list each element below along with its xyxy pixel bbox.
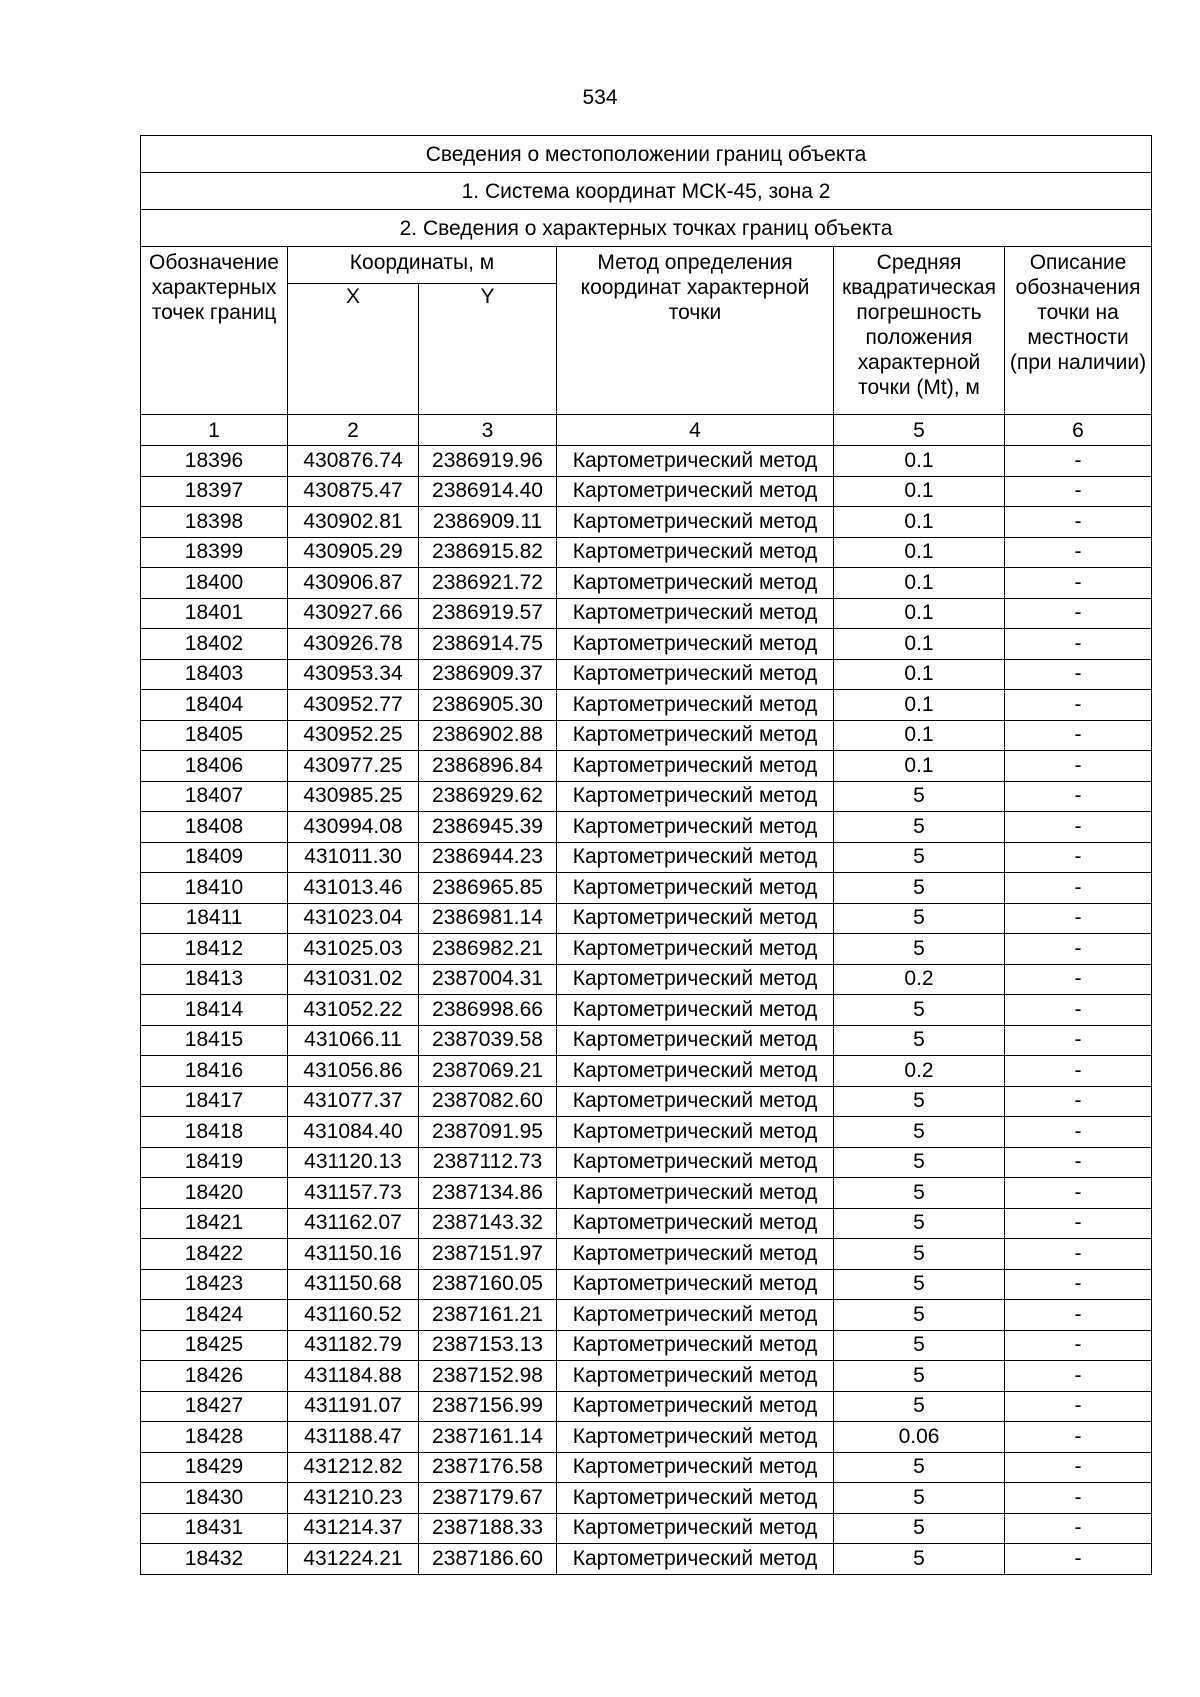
table-row: [141, 1147, 1152, 1178]
method: Картометрический метод: [557, 1544, 834, 1575]
point-designation: 18429: [141, 1452, 288, 1483]
points-section-heading: 2. Сведения о характерных точках границ объекта: [141, 210, 1152, 247]
table-row: [141, 964, 1152, 995]
mean-error: 5: [834, 1178, 1005, 1209]
coord-x: 431077.37: [288, 1086, 419, 1117]
header-row-1: [141, 247, 1152, 284]
coord-x: 431031.02: [288, 964, 419, 995]
point-designation: 18430: [141, 1483, 288, 1514]
method: Картометрический метод: [557, 1086, 834, 1117]
point-designation: 18414: [141, 995, 288, 1026]
method: Картометрический метод: [557, 964, 834, 995]
point-designation: 18412: [141, 934, 288, 965]
page-number: 534: [582, 86, 618, 109]
method: Картометрический метод: [557, 1483, 834, 1514]
coord-x: 431056.86: [288, 1056, 419, 1087]
description: -: [1005, 1391, 1152, 1422]
description: -: [1005, 812, 1152, 843]
coord-y: 2387082.60: [419, 1086, 557, 1117]
point-designation: 18401: [141, 598, 288, 629]
method: Картометрический метод: [557, 1147, 834, 1178]
method: Картометрический метод: [557, 1300, 834, 1331]
table-row: [141, 1483, 1152, 1514]
coord-y: 2387112.73: [419, 1147, 557, 1178]
mean-error: 5: [834, 1117, 1005, 1148]
coord-x: 430977.25: [288, 751, 419, 782]
method: Картометрический метод: [557, 1452, 834, 1483]
method: Картометрический метод: [557, 476, 834, 507]
coord-x: 431184.88: [288, 1361, 419, 1392]
description: -: [1005, 1208, 1152, 1239]
method: Картометрический метод: [557, 1117, 834, 1148]
header-error: Средняя квадратическая погрешность положения характерной точки (Mt), м: [834, 247, 1005, 415]
mean-error: 5: [834, 1483, 1005, 1514]
mean-error: 0.1: [834, 720, 1005, 751]
description: -: [1005, 1361, 1152, 1392]
mean-error: 0.2: [834, 1056, 1005, 1087]
header-description: Описание обозначения точки на местности (при наличии): [1005, 247, 1152, 415]
coord-x: 430953.34: [288, 659, 419, 690]
coord-y: 2387091.95: [419, 1117, 557, 1148]
method: Картометрический метод: [557, 1361, 834, 1392]
table-row: [141, 507, 1152, 538]
point-designation: 18413: [141, 964, 288, 995]
coordinate-system-heading: 1. Система координат МСК-45, зона 2: [141, 173, 1152, 210]
table-row: [141, 1361, 1152, 1392]
method: Картометрический метод: [557, 1513, 834, 1544]
coord-x: 430994.08: [288, 812, 419, 843]
table-row: [141, 1117, 1152, 1148]
point-designation: 18422: [141, 1239, 288, 1270]
description: -: [1005, 751, 1152, 782]
point-designation: 18417: [141, 1086, 288, 1117]
description: -: [1005, 1117, 1152, 1148]
coord-y: 2386944.23: [419, 842, 557, 873]
method: Картометрический метод: [557, 598, 834, 629]
mean-error: 0.1: [834, 507, 1005, 538]
description: -: [1005, 1483, 1152, 1514]
mean-error: 5: [834, 1513, 1005, 1544]
mean-error: 0.1: [834, 690, 1005, 721]
table-row: [141, 1391, 1152, 1422]
mean-error: 5: [834, 1269, 1005, 1300]
description: -: [1005, 873, 1152, 904]
coord-x: 430906.87: [288, 568, 419, 599]
point-designation: 18403: [141, 659, 288, 690]
column-number: 5: [834, 415, 1005, 446]
point-designation: 18425: [141, 1330, 288, 1361]
coord-x: 431150.68: [288, 1269, 419, 1300]
table-row: [141, 720, 1152, 751]
mean-error: 5: [834, 1147, 1005, 1178]
section1-row: [141, 173, 1152, 210]
coord-x: 431224.21: [288, 1544, 419, 1575]
table-title-row: [141, 136, 1152, 173]
mean-error: 0.1: [834, 568, 1005, 599]
method: Картометрический метод: [557, 537, 834, 568]
point-designation: 18408: [141, 812, 288, 843]
point-designation: 18396: [141, 446, 288, 477]
mean-error: 5: [834, 995, 1005, 1026]
table-row: [141, 812, 1152, 843]
coord-y: 2386998.66: [419, 995, 557, 1026]
mean-error: 5: [834, 1300, 1005, 1331]
column-numbers-row: [141, 415, 1152, 446]
table-row: [141, 1330, 1152, 1361]
description: -: [1005, 476, 1152, 507]
table-row: [141, 995, 1152, 1026]
description: -: [1005, 903, 1152, 934]
mean-error: 0.06: [834, 1422, 1005, 1453]
method: Картометрический метод: [557, 690, 834, 721]
point-designation: 18431: [141, 1513, 288, 1544]
column-number: 4: [557, 415, 834, 446]
method: Картометрический метод: [557, 812, 834, 843]
mean-error: 5: [834, 903, 1005, 934]
description: -: [1005, 629, 1152, 660]
table-row: [141, 903, 1152, 934]
table-row: [141, 1544, 1152, 1575]
coord-y: 2386915.82: [419, 537, 557, 568]
coord-x: 431013.46: [288, 873, 419, 904]
point-designation: 18409: [141, 842, 288, 873]
description: -: [1005, 1056, 1152, 1087]
description: -: [1005, 720, 1152, 751]
description: -: [1005, 507, 1152, 538]
coord-x: 430875.47: [288, 476, 419, 507]
table-row: [141, 476, 1152, 507]
description: -: [1005, 1422, 1152, 1453]
coord-x: 431052.22: [288, 995, 419, 1026]
coord-y: 2386945.39: [419, 812, 557, 843]
table-row: [141, 598, 1152, 629]
method: Картометрический метод: [557, 720, 834, 751]
method: Картометрический метод: [557, 842, 834, 873]
header-y: Y: [419, 284, 557, 415]
coord-y: 2387152.98: [419, 1361, 557, 1392]
mean-error: 5: [834, 1208, 1005, 1239]
description: -: [1005, 1544, 1152, 1575]
coord-x: 431160.52: [288, 1300, 419, 1331]
table-row: [141, 1208, 1152, 1239]
coord-y: 2387151.97: [419, 1239, 557, 1270]
mean-error: 0.1: [834, 476, 1005, 507]
coord-x: 431023.04: [288, 903, 419, 934]
point-designation: 18424: [141, 1300, 288, 1331]
description: -: [1005, 537, 1152, 568]
column-number: 3: [419, 415, 557, 446]
coord-y: 2386909.11: [419, 507, 557, 538]
table-row: [141, 1239, 1152, 1270]
coord-y: 2387004.31: [419, 964, 557, 995]
coord-x: 431157.73: [288, 1178, 419, 1209]
table-row: [141, 751, 1152, 782]
description: -: [1005, 1178, 1152, 1209]
column-number: 6: [1005, 415, 1152, 446]
table-row: [141, 629, 1152, 660]
coord-y: 2386896.84: [419, 751, 557, 782]
coord-y: 2387161.14: [419, 1422, 557, 1453]
table-row: [141, 1300, 1152, 1331]
coord-y: 2387161.21: [419, 1300, 557, 1331]
description: -: [1005, 1269, 1152, 1300]
coord-x: 430927.66: [288, 598, 419, 629]
point-designation: 18407: [141, 781, 288, 812]
method: Картометрический метод: [557, 1208, 834, 1239]
coord-y: 2386921.72: [419, 568, 557, 599]
coord-y: 2386981.14: [419, 903, 557, 934]
coord-x: 430952.77: [288, 690, 419, 721]
mean-error: 5: [834, 1025, 1005, 1056]
coord-y: 2387160.05: [419, 1269, 557, 1300]
method: Картометрический метод: [557, 568, 834, 599]
point-designation: 18415: [141, 1025, 288, 1056]
description: -: [1005, 1025, 1152, 1056]
point-designation: 18420: [141, 1178, 288, 1209]
coord-y: 2386919.96: [419, 446, 557, 477]
table-title: Сведения о местоположении границ объекта: [141, 136, 1152, 173]
point-designation: 18398: [141, 507, 288, 538]
table-row: [141, 781, 1152, 812]
coord-y: 2387153.13: [419, 1330, 557, 1361]
boundary-points-table: [140, 135, 1152, 1575]
table-row: [141, 873, 1152, 904]
coord-x: 431182.79: [288, 1330, 419, 1361]
mean-error: 0.2: [834, 964, 1005, 995]
coord-x: 430902.81: [288, 507, 419, 538]
method: Картометрический метод: [557, 873, 834, 904]
point-designation: 18402: [141, 629, 288, 660]
point-designation: 18410: [141, 873, 288, 904]
coord-x: 431066.11: [288, 1025, 419, 1056]
coord-x: 431011.30: [288, 842, 419, 873]
mean-error: 0.1: [834, 629, 1005, 660]
method: Картометрический метод: [557, 903, 834, 934]
coord-x: 431191.07: [288, 1391, 419, 1422]
mean-error: 5: [834, 1544, 1005, 1575]
point-designation: 18427: [141, 1391, 288, 1422]
mean-error: 5: [834, 812, 1005, 843]
mean-error: 0.1: [834, 537, 1005, 568]
table-row: [141, 1178, 1152, 1209]
description: -: [1005, 568, 1152, 599]
description: -: [1005, 781, 1152, 812]
mean-error: 5: [834, 842, 1005, 873]
coord-x: 430876.74: [288, 446, 419, 477]
point-designation: 18432: [141, 1544, 288, 1575]
description: -: [1005, 1513, 1152, 1544]
coord-y: 2387186.60: [419, 1544, 557, 1575]
description: -: [1005, 934, 1152, 965]
method: Картометрический метод: [557, 1239, 834, 1270]
header-designation: Обозначение характерных точек границ: [141, 247, 288, 415]
description: -: [1005, 1086, 1152, 1117]
point-designation: 18421: [141, 1208, 288, 1239]
mean-error: 0.1: [834, 598, 1005, 629]
method: Картометрический метод: [557, 1178, 834, 1209]
table-row: [141, 1513, 1152, 1544]
coord-x: 431210.23: [288, 1483, 419, 1514]
method: Картометрический метод: [557, 1056, 834, 1087]
table-row: [141, 1269, 1152, 1300]
table-row: [141, 842, 1152, 873]
method: Картометрический метод: [557, 1391, 834, 1422]
description: -: [1005, 1330, 1152, 1361]
mean-error: 5: [834, 1330, 1005, 1361]
coord-y: 2386902.88: [419, 720, 557, 751]
point-designation: 18419: [141, 1147, 288, 1178]
point-designation: 18399: [141, 537, 288, 568]
method: Картометрический метод: [557, 507, 834, 538]
header-x: X: [288, 284, 419, 415]
coord-x: 431162.07: [288, 1208, 419, 1239]
description: -: [1005, 1300, 1152, 1331]
coord-x: 430952.25: [288, 720, 419, 751]
coord-x: 431214.37: [288, 1513, 419, 1544]
method: Картометрический метод: [557, 751, 834, 782]
coord-y: 2386914.75: [419, 629, 557, 660]
description: -: [1005, 995, 1152, 1026]
table-row: [141, 1025, 1152, 1056]
method: Картометрический метод: [557, 1422, 834, 1453]
column-number: 1: [141, 415, 288, 446]
coord-y: 2386909.37: [419, 659, 557, 690]
coord-y: 2386982.21: [419, 934, 557, 965]
coord-x: 431150.16: [288, 1239, 419, 1270]
description: -: [1005, 842, 1152, 873]
method: Картометрический метод: [557, 1025, 834, 1056]
coord-x: 431120.13: [288, 1147, 419, 1178]
coord-y: 2387134.86: [419, 1178, 557, 1209]
section2-row: [141, 210, 1152, 247]
point-designation: 18428: [141, 1422, 288, 1453]
description: -: [1005, 598, 1152, 629]
table-row: [141, 659, 1152, 690]
point-designation: 18397: [141, 476, 288, 507]
table-row: [141, 1056, 1152, 1087]
table-row: [141, 568, 1152, 599]
point-designation: 18418: [141, 1117, 288, 1148]
table-row: [141, 690, 1152, 721]
coord-y: 2386914.40: [419, 476, 557, 507]
mean-error: 5: [834, 1391, 1005, 1422]
description: -: [1005, 1239, 1152, 1270]
description: -: [1005, 690, 1152, 721]
header-coordinates: Координаты, м: [288, 247, 557, 284]
table-row: [141, 934, 1152, 965]
mean-error: 5: [834, 1361, 1005, 1392]
method: Картометрический метод: [557, 629, 834, 660]
coord-y: 2387188.33: [419, 1513, 557, 1544]
coord-y: 2386965.85: [419, 873, 557, 904]
coord-x: 430985.25: [288, 781, 419, 812]
table-row: [141, 1452, 1152, 1483]
table-row: [141, 1086, 1152, 1117]
mean-error: 5: [834, 1086, 1005, 1117]
point-designation: 18404: [141, 690, 288, 721]
header-method: Метод определения координат характерной точки: [557, 247, 834, 415]
method: Картометрический метод: [557, 1330, 834, 1361]
method: Картометрический метод: [557, 659, 834, 690]
coord-x: 431084.40: [288, 1117, 419, 1148]
coord-x: 431188.47: [288, 1422, 419, 1453]
mean-error: 0.1: [834, 446, 1005, 477]
mean-error: 5: [834, 1452, 1005, 1483]
point-designation: 18423: [141, 1269, 288, 1300]
description: -: [1005, 1452, 1152, 1483]
method: Картометрический метод: [557, 995, 834, 1026]
coord-y: 2387143.32: [419, 1208, 557, 1239]
coord-x: 431025.03: [288, 934, 419, 965]
coord-y: 2386919.57: [419, 598, 557, 629]
point-designation: 18426: [141, 1361, 288, 1392]
description: -: [1005, 659, 1152, 690]
coord-y: 2387176.58: [419, 1452, 557, 1483]
mean-error: 5: [834, 781, 1005, 812]
point-designation: 18406: [141, 751, 288, 782]
method: Картометрический метод: [557, 1269, 834, 1300]
coord-y: 2387156.99: [419, 1391, 557, 1422]
mean-error: 5: [834, 1239, 1005, 1270]
mean-error: 5: [834, 934, 1005, 965]
coord-y: 2387069.21: [419, 1056, 557, 1087]
point-designation: 18405: [141, 720, 288, 751]
description: -: [1005, 1147, 1152, 1178]
description: -: [1005, 964, 1152, 995]
table-row: [141, 1422, 1152, 1453]
method: Картометрический метод: [557, 446, 834, 477]
point-designation: 18400: [141, 568, 288, 599]
coord-y: 2387039.58: [419, 1025, 557, 1056]
coord-x: 430905.29: [288, 537, 419, 568]
coord-y: 2386905.30: [419, 690, 557, 721]
coord-x: 430926.78: [288, 629, 419, 660]
mean-error: 0.1: [834, 751, 1005, 782]
description: -: [1005, 446, 1152, 477]
point-designation: 18411: [141, 903, 288, 934]
table-row: [141, 446, 1152, 477]
coord-y: 2387179.67: [419, 1483, 557, 1514]
coord-y: 2386929.62: [419, 781, 557, 812]
mean-error: 0.1: [834, 659, 1005, 690]
column-number: 2: [288, 415, 419, 446]
method: Картометрический метод: [557, 781, 834, 812]
method: Картометрический метод: [557, 934, 834, 965]
table-row: [141, 537, 1152, 568]
mean-error: 5: [834, 873, 1005, 904]
point-designation: 18416: [141, 1056, 288, 1087]
coord-x: 431212.82: [288, 1452, 419, 1483]
